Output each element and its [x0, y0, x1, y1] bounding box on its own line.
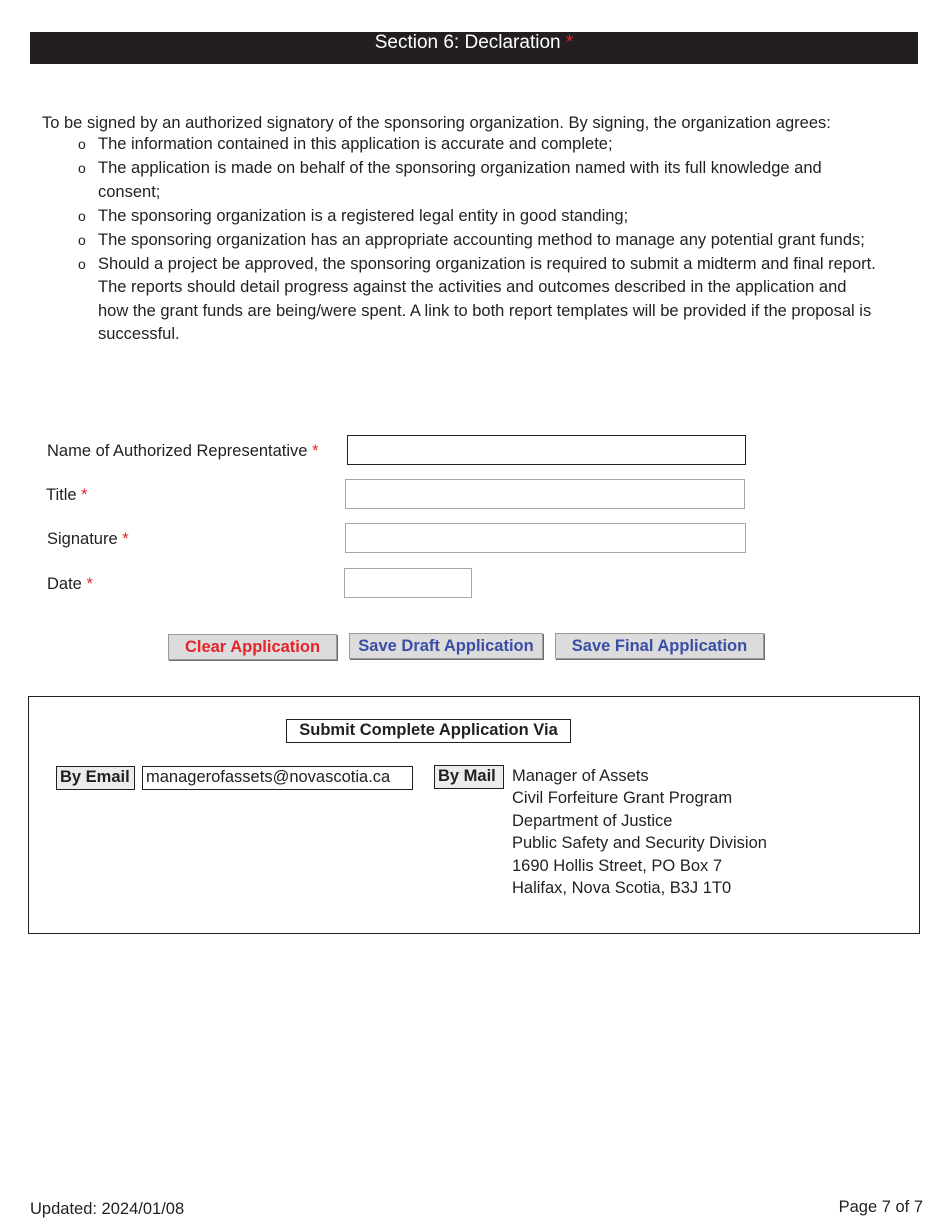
page-number: Page 7 of 7 [838, 1198, 923, 1216]
declaration-text: The sponsoring organization is a registered legal entity in good standing; [98, 206, 629, 225]
bullet-icon: o [78, 160, 86, 176]
declaration-text: The application is made on behalf of the sponsoring organization named with its full knowledge and consent; [98, 159, 822, 201]
title-input[interactable] [345, 479, 745, 509]
name-label [47, 441, 319, 461]
bullet-icon: o [78, 231, 86, 248]
address-line: 1690 Hollis Street, PO Box 7 [512, 856, 723, 875]
list-item [78, 133, 878, 157]
date-input[interactable] [344, 568, 472, 598]
declaration-text: The sponsoring organization has an appropriate accounting method to manage any potential grant funds; [98, 230, 865, 249]
updated-date: Updated: 2024/01/08 [30, 1200, 185, 1218]
bullet-icon: o [78, 207, 86, 224]
signature-label-text: Signature [47, 530, 118, 548]
save-final-button[interactable]: Save Final Application [555, 633, 764, 659]
section-title: Section 6: Declaration [374, 32, 561, 53]
save-draft-button[interactable]: Save Draft Application [349, 633, 543, 659]
email-address[interactable]: managerofassets@novascotia.ca [142, 766, 413, 790]
signature-label [47, 529, 129, 549]
required-marker: * [81, 486, 88, 504]
declaration-text: Should a project be approved, the sponsoring organization is required to submit a midterm and final report. The reports should detail progress against the activities and outcomes described in the application and how the grant funds are being/were spent. A link to both report templates will be provided if the proposal is successful. [98, 254, 876, 343]
address-line: Department of Justice [512, 811, 673, 830]
declaration-intro: To be signed by an authorized signatory of the sponsoring organization. By signing, the organization agrees: [42, 114, 831, 132]
address-line: Halifax, Nova Scotia, B3J 1T0 [512, 879, 732, 898]
required-marker: * [122, 530, 129, 548]
bullet-icon: o [78, 255, 86, 272]
list-item [78, 253, 878, 347]
declaration-list [78, 133, 878, 347]
clear-application-button[interactable]: Clear Application [168, 634, 337, 660]
submission-title: Submit Complete Application Via [286, 719, 571, 743]
name-label-text: Name of Authorized Representative [47, 442, 308, 460]
title-label [46, 485, 88, 505]
title-label-text: Title [46, 486, 77, 504]
bullet-icon: o [78, 136, 86, 152]
mailing-address [512, 765, 767, 899]
required-marker: * [312, 442, 319, 460]
list-item [78, 205, 878, 229]
date-label-text: Date [47, 575, 82, 593]
address-line: Manager of Assets [512, 767, 649, 785]
list-item [78, 229, 878, 253]
list-item [78, 157, 878, 204]
address-line: Civil Forfeiture Grant Program [512, 789, 733, 808]
section-header [30, 32, 918, 64]
required-marker: * [86, 575, 93, 593]
declaration-text: The information contained in this application is accurate and complete; [98, 135, 613, 153]
by-email-label: By Email [56, 766, 135, 790]
authorized-representative-input[interactable] [347, 435, 746, 465]
by-mail-label: By Mail [434, 765, 504, 789]
required-marker: * [565, 32, 574, 53]
signature-input[interactable] [345, 523, 746, 553]
date-label [47, 574, 93, 594]
address-line: Public Safety and Security Division [512, 834, 767, 853]
